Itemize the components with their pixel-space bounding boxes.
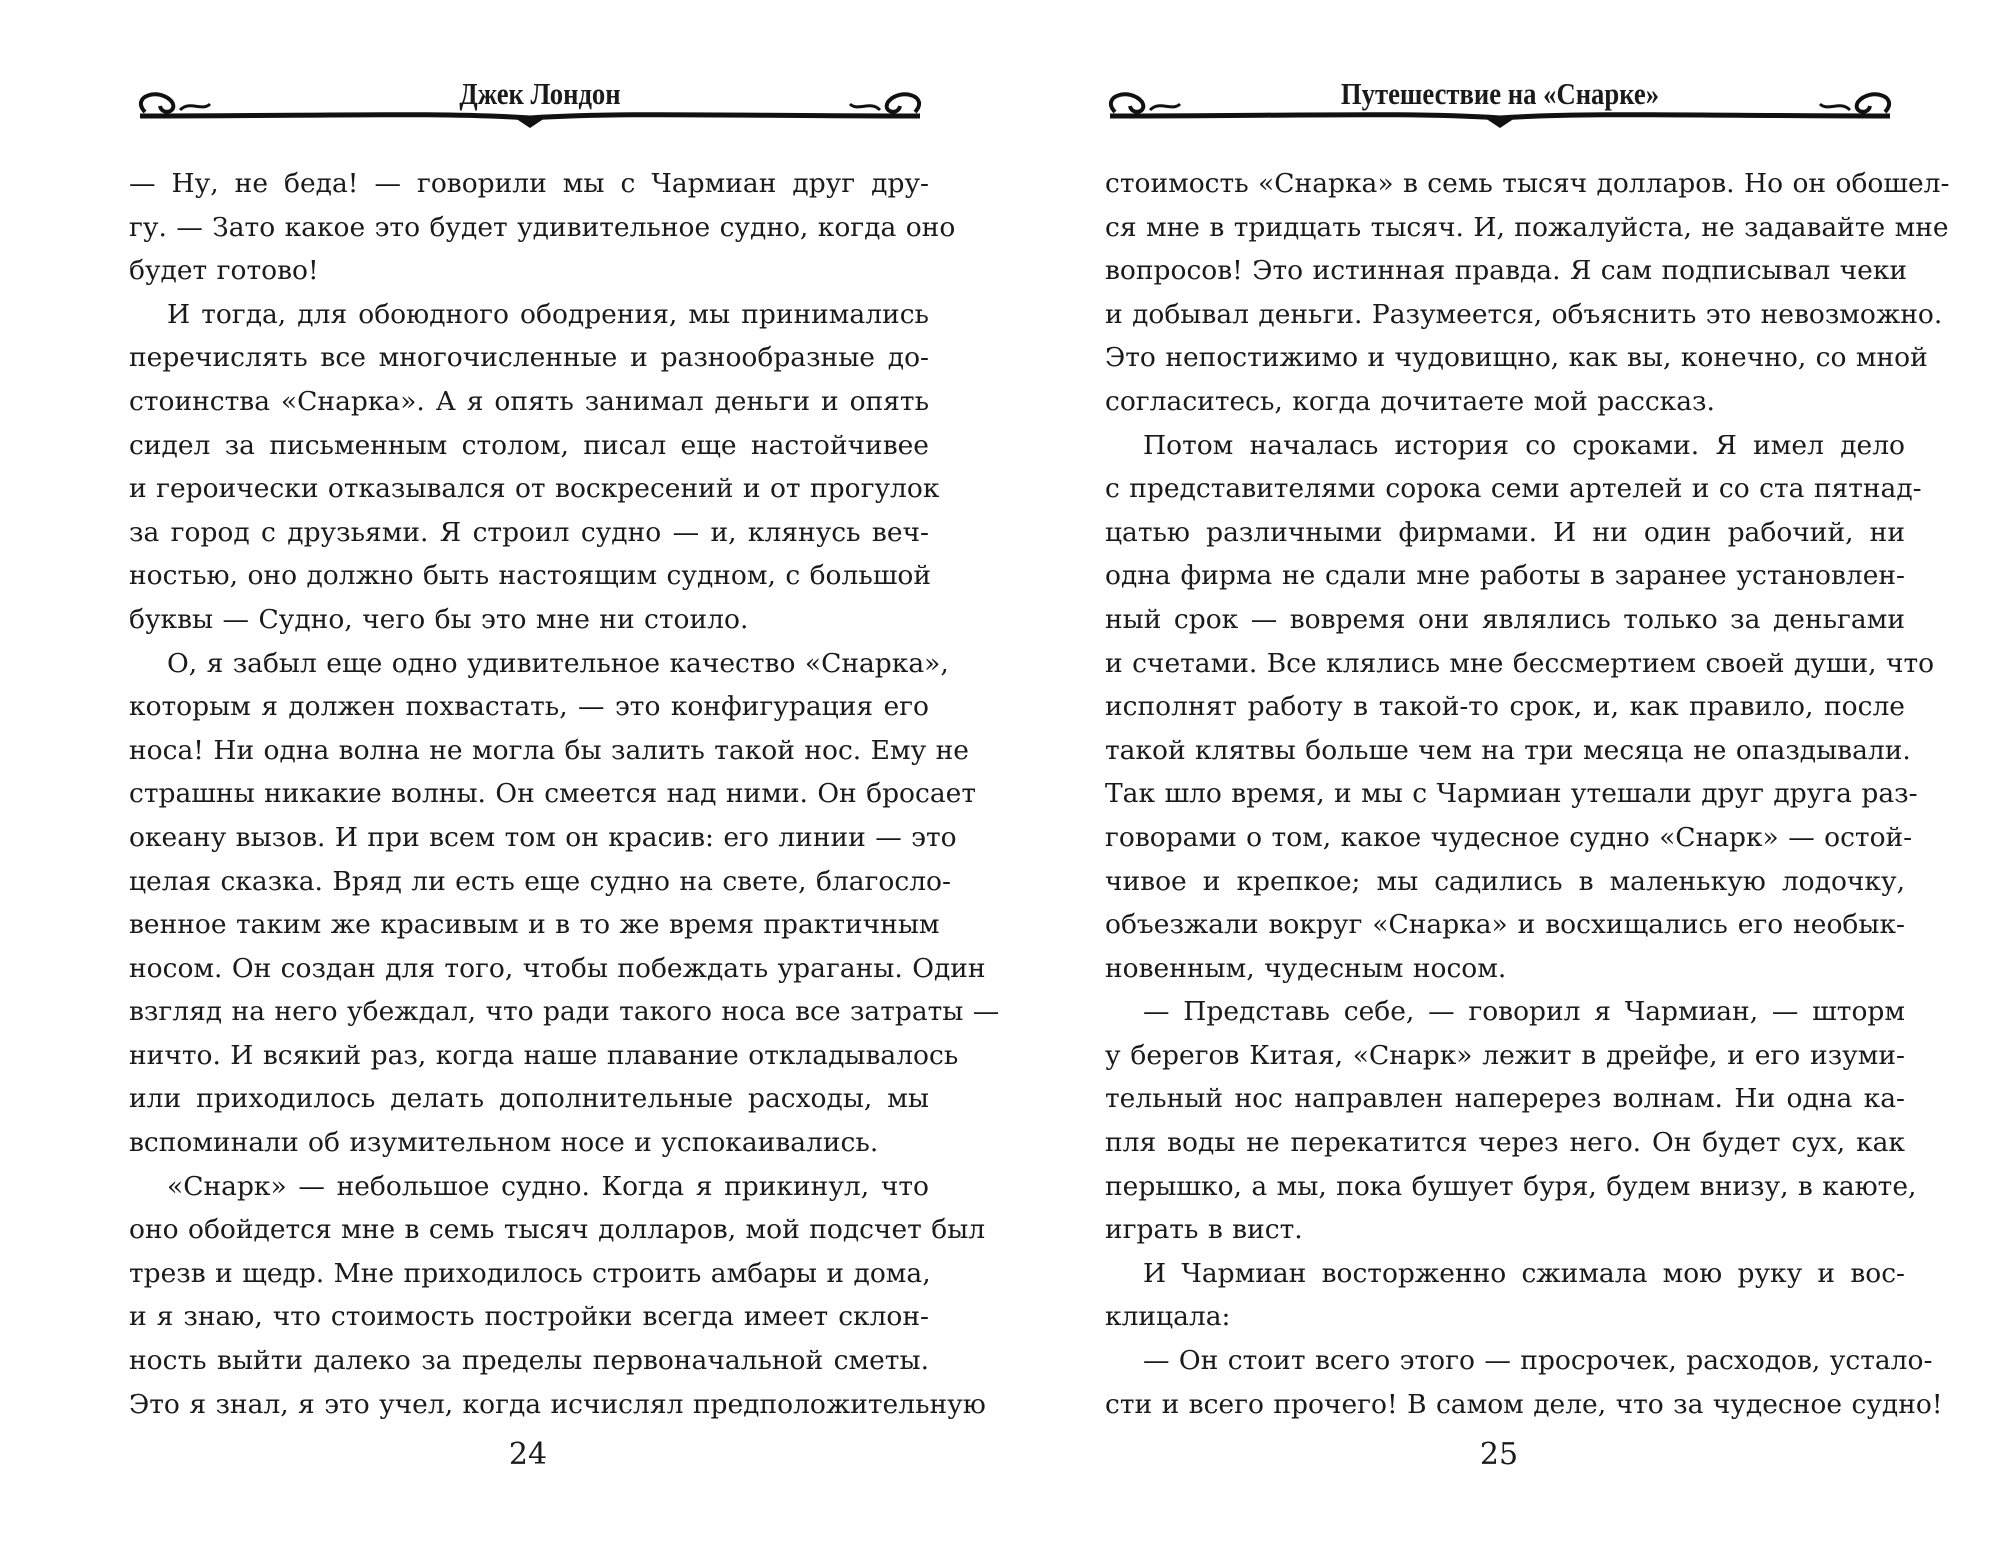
text-line: говорами о том, какое чудесное судно «Снарк» — остой- xyxy=(1105,821,1913,853)
right-page-text xyxy=(1105,162,1950,1426)
text-line: тельный нос направлен наперерез волнам. Ни одна ка- xyxy=(1105,1083,1905,1115)
text-line: ный срок — вовремя они являлись только за деньгами xyxy=(1105,603,1905,635)
text-line: объезжали вокруг «Снарка» и восхищались его необык- xyxy=(1105,909,1905,941)
text-line: перечислять все многочисленные и разнообразные до- xyxy=(129,342,929,374)
text-line: О, я забыл еще одно удивительное качество «Снарка», xyxy=(167,647,949,679)
text-line: или приходилось делать дополнительные расходы, мы xyxy=(129,1083,929,1115)
text-line: вопросов! Это истинная правда. Я сам подписывал чеки xyxy=(1105,255,1908,287)
text-line: стоинства «Снарка». А я опять занимал деньги и опять xyxy=(129,385,929,417)
text-line: целая сказка. Вряд ли есть еще судно на свете, благосло- xyxy=(129,865,951,897)
text-line: взгляд на него убеждал, что ради такого носа все затраты — xyxy=(129,996,1000,1028)
text-line: ностью, оно должно быть настоящим судном, с большой xyxy=(129,560,932,592)
text-line: Потом началась история со сроками. Я имел дело xyxy=(1143,429,1905,461)
text-line: и счетами. Все клялись мне бессмертием своей души, что xyxy=(1105,647,1935,679)
text-line: сти и всего прочего! В самом деле, что за чудесное судно! xyxy=(1105,1388,1943,1420)
page-number: 24 xyxy=(508,1437,548,1472)
text-line: И Чармиан восторженно сжимала мою руку и вос- xyxy=(1143,1257,1905,1289)
text-line: носа! Ни одна волна не могла бы залить такой нос. Ему не xyxy=(129,734,969,766)
text-line: буквы — Судно, чего бы это мне ни стоило. xyxy=(129,603,749,635)
running-title-book: Путешествие на «Снарке» xyxy=(1340,76,1660,111)
text-line: ничто. И всякий раз, когда наше плавание откладывалось xyxy=(129,1039,959,1071)
text-line: Это непостижимо и чудовищно, как вы, конечно, со мной xyxy=(1105,342,1928,374)
text-line: вспоминали об изумительном носе и успокаивались. xyxy=(129,1127,879,1159)
text-line: и я знаю, что стоимость постройки всегда имеет склон- xyxy=(129,1301,929,1333)
text-line: пля воды не перекатится через него. Он будет сух, как xyxy=(1105,1127,1905,1159)
text-line: «Снарк» — небольшое судно. Когда я прикинул, что xyxy=(167,1170,929,1202)
text-line: согласитесь, когда дочитаете мой рассказ. xyxy=(1105,385,1715,417)
text-line: океану вызов. И при всем том он красив: его линии — это xyxy=(129,821,957,853)
text-line: гу. — Зато какое это будет удивительное судно, когда оно xyxy=(129,211,956,243)
left-page-text xyxy=(129,162,1000,1426)
text-line: которым я должен похвастать, — это конфигурация его xyxy=(129,691,929,723)
text-line: с представителями сорока семи артелей и со ста пятнад- xyxy=(1105,473,1922,505)
right-page xyxy=(1000,0,2000,1568)
text-line: — Представь себе, — говорил я Чармиан, — шторм xyxy=(1143,996,1905,1028)
page-number: 25 xyxy=(1479,1437,1519,1472)
text-line: Это я знал, я это учел, когда исчислял предположительную xyxy=(129,1388,986,1420)
text-line: перышко, а мы, пока бушует буря, будем внизу, в каюте, xyxy=(1105,1170,1917,1202)
text-line: — Ну, не беда! — говорили мы с Чармиан друг дру- xyxy=(129,168,929,199)
text-line: чивое и крепкое; мы садились в маленькую лодочку, xyxy=(1105,865,1905,897)
text-line: будет готово! xyxy=(129,255,319,287)
text-line: Так шло время, и мы с Чармиан утешали друг друга раз- xyxy=(1105,778,1918,810)
text-line: у берегов Китая, «Снарк» лежит в дрейфе, и его изуми- xyxy=(1105,1039,1905,1071)
text-line: цатью различными фирмами. И ни один рабочий, ни xyxy=(1105,516,1905,548)
text-line: оно обойдется мне в семь тысяч долларов, мой подсчет был xyxy=(129,1214,986,1246)
text-line: и героически отказывался от воскресений и от прогулок xyxy=(129,473,940,505)
header-ornament-icon xyxy=(1090,82,1910,142)
text-line: за город с друзьями. Я строил судно — и, клянусь веч- xyxy=(129,516,929,548)
text-line: трезв и щедр. Мне приходилось строить амбары и дома, xyxy=(129,1257,931,1289)
text-line: стоимость «Снарка» в семь тысяч долларов. Но он обошел- xyxy=(1105,168,1950,199)
text-line: и добывал деньги. Разумеется, объяснить это невозможно. xyxy=(1105,298,1943,330)
text-line: сидел за письменным столом, писал еще настойчивее xyxy=(129,429,929,461)
text-line: страшны никакие волны. Он смеется над ними. Он бросает xyxy=(129,778,976,810)
text-line: играть в вист. xyxy=(1105,1214,1303,1246)
text-line: такой клятвы больше чем на три месяца не опаздывали. xyxy=(1105,734,1911,766)
text-line: исполнят работу в такой-то срок, и, как правило, после xyxy=(1105,691,1905,723)
text-line: клицала: xyxy=(1105,1301,1231,1333)
text-line: — Он стоит всего этого — просрочек, расходов, устало- xyxy=(1143,1345,1933,1377)
running-title-author: Джек Лондон xyxy=(459,76,621,111)
text-line: новенным, чудесным носом. xyxy=(1105,952,1507,984)
text-line: ность выйти далеко за пределы первоначальной сметы. xyxy=(129,1345,929,1377)
text-line: носом. Он создан для того, чтобы побеждать ураганы. Один xyxy=(129,952,986,984)
header-ornament-icon xyxy=(120,82,940,142)
text-line: ся мне в тридцать тысяч. И, пожалуйста, не задавайте мне xyxy=(1105,211,1949,243)
text-line: одна фирма не сдали мне работы в заранее установлен- xyxy=(1105,560,1905,592)
text-line: И тогда, для обоюдного ободрения, мы принимались xyxy=(167,298,929,330)
text-line: венное таким же красивым и в то же время практичным xyxy=(129,909,940,941)
